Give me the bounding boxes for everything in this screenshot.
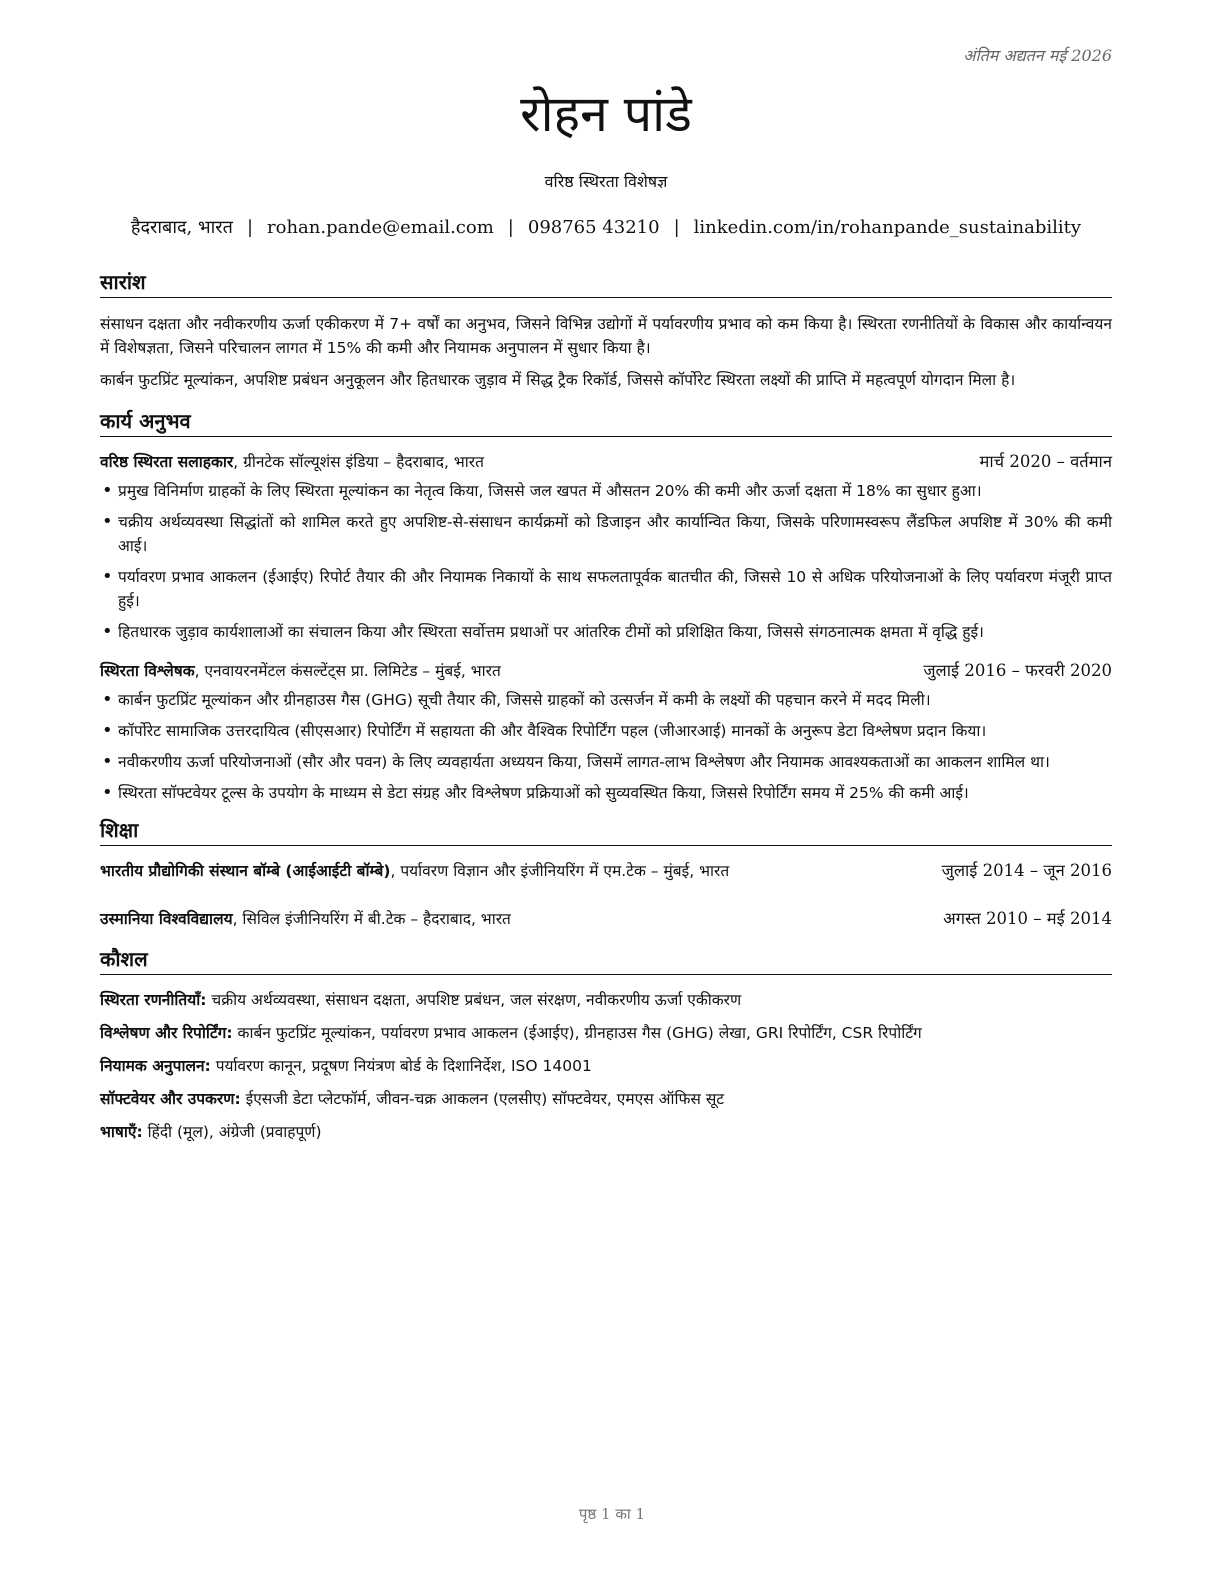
skill-label: सॉफ्टवेयर और उपकरण: bbox=[100, 1090, 241, 1108]
education-detail: , पर्यावरण विज्ञान और इंजीनियरिंग में एम.टेक – मुंबई, भारत bbox=[390, 862, 730, 880]
skills-section bbox=[100, 944, 1112, 1145]
job-role: वरिष्ठ स्थिरता सलाहकार bbox=[100, 453, 234, 471]
education-entry bbox=[100, 858, 1112, 884]
education-detail: , सिविल इंजीनियरिंग में बी.टेक – हैदराबाद, भारत bbox=[232, 910, 511, 928]
contact-line bbox=[100, 215, 1112, 241]
contact-separator: | bbox=[246, 217, 254, 238]
section-heading-experience: कार्य अनुभव bbox=[100, 406, 1112, 437]
job-dates: मार्च 2020 – वर्तमान bbox=[979, 452, 1112, 471]
job-header bbox=[100, 658, 1112, 684]
section-heading-skills: कौशल bbox=[100, 944, 1112, 975]
bullet-item: • प्रमुख विनिर्माण ग्राहकों के लिए स्थिरता मूल्यांकन का नेतृत्व किया, जिससे जल खपत में औसतन 20% की कमी और ऊर्जा दक्षता में 18% का सुधार हुआ। bbox=[100, 479, 1112, 503]
skill-value: कार्बन फुटप्रिंट मूल्यांकन, पर्यावरण प्रभाव आकलन (ईआईए), ग्रीनहाउस गैस (GHG) लेखा, GRI रिपोर्टिंग, CSR रिपोर्टिंग bbox=[232, 1024, 922, 1042]
bullet-item: • पर्यावरण प्रभाव आकलन (ईआईए) रिपोर्ट तैयार की और नियामक निकायों के साथ सफलतापूर्वक बातचीत की, जिससे 10 से अधिक परियोजनाओं के लिए पर्यावरण मंजूरी प्राप्त हुई। bbox=[100, 565, 1112, 613]
bullet-item: • कार्बन फुटप्रिंट मूल्यांकन और ग्रीनहाउस गैस (GHG) सूची तैयार की, जिससे ग्राहकों को उत्सर्जन में कमी के लक्ष्यों की पहचान करने में मदद मिली। bbox=[100, 688, 1112, 712]
contact-phone: 098765 43210 bbox=[527, 217, 660, 238]
candidate-name: रोहन पांडे bbox=[520, 85, 692, 143]
bullet-item: • नवीकरणीय ऊर्जा परियोजनाओं (सौर और पवन) के लिए व्यवहार्यता अध्ययन किया, जिसमें लागत-लाभ विश्लेषण और नियामक आवश्यकताओं का आकलन शामिल था। bbox=[100, 750, 1112, 774]
job-entry bbox=[100, 658, 1112, 805]
skill-value: चक्रीय अर्थव्यवस्था, संसाधन दक्षता, अपशिष्ट प्रबंधन, जल संरक्षण, नवीकरणीय ऊर्जा एकीकरण bbox=[206, 991, 742, 1009]
skill-value: ईएसजी डेटा प्लेटफॉर्म, जीवन-चक्र आकलन (एलसीए) सॉफ्टवेयर, एमएस ऑफिस सूट bbox=[240, 1090, 725, 1108]
section-heading-education: शिक्षा bbox=[100, 815, 1112, 846]
education-dates: जुलाई 2014 – जून 2016 bbox=[941, 861, 1112, 880]
page-indicator: पृष्ठ 1 का 1 bbox=[578, 1505, 646, 1523]
job-header bbox=[100, 449, 1112, 475]
experience-section bbox=[100, 406, 1112, 805]
contact-separator: | bbox=[673, 217, 680, 238]
job-dates: जुलाई 2016 – फरवरी 2020 bbox=[923, 661, 1112, 680]
education-institution: भारतीय प्रौद्योगिकी संस्थान बॉम्बे (आईआईटी बॉम्बे) bbox=[100, 862, 391, 880]
skill-label: भाषाएँ: bbox=[100, 1123, 143, 1141]
job-role: स्थिरता विश्लेषक bbox=[100, 662, 195, 680]
skill-row bbox=[100, 1119, 1112, 1145]
job-entry bbox=[100, 449, 1112, 644]
bullet-item: • कॉर्पोरेट सामाजिक उत्तरदायित्व (सीएसआर) रिपोर्टिंग में सहायता की और वैश्विक रिपोर्टिंग पहल (जीआरआई) मानकों के अनुरूप डेटा विश्लेषण प्रदान किया। bbox=[100, 719, 1112, 743]
job-bullets bbox=[100, 479, 1112, 644]
summary-paragraph: कार्बन फुटप्रिंट मूल्यांकन, अपशिष्ट प्रबंधन अनुकूलन और हितधारक जुड़ाव में सिद्ध ट्रैक रिकॉर्ड, जिससे कॉर्पोरेट स्थिरता लक्ष्यों की प्राप्ति में महत्वपूर्ण योगदान मिला है। bbox=[100, 371, 1016, 389]
skill-label: स्थिरता रणनीतियाँ: bbox=[100, 991, 207, 1009]
last-updated: अंतिम अद्यतन मई 2026 bbox=[963, 46, 1112, 65]
skill-row bbox=[100, 1086, 1112, 1112]
contact-separator: | bbox=[507, 217, 514, 238]
education-section bbox=[100, 815, 1112, 932]
bullet-item: • हितधारक जुड़ाव कार्यशालाओं का संचालन किया और स्थिरता सर्वोत्तम प्रथाओं पर आंतरिक टीमों को प्रशिक्षित किया, जिससे संगठनात्मक क्षमता में वृद्धि हुई। bbox=[100, 620, 1112, 644]
skill-row bbox=[100, 1053, 1112, 1079]
job-org: , एनवायरनमेंटल कंसल्टेंट्स प्रा. लिमिटेड – मुंबई, भारत bbox=[194, 662, 501, 680]
contact-linkedin[interactable]: linkedin.com/in/rohanpande_sustainability bbox=[693, 217, 1082, 238]
bullet-item: • स्थिरता सॉफ्टवेयर टूल्स के उपयोग के माध्यम से डेटा संग्रह और विश्लेषण प्रक्रियाओं को सुव्यवस्थित किया, जिससे रिपोर्टिंग समय में 25% की कमी आई। bbox=[100, 781, 1112, 805]
job-bullets bbox=[100, 688, 1112, 805]
summary-paragraph: संसाधन दक्षता और नवीकरणीय ऊर्जा एकीकरण में 7+ वर्षों का अनुभव, जिसने विभिन्न उद्योगों में पर्यावरणीय प्रभाव को कम किया है। स्थिरता रणनीतियों के विकास और कार्यान्वयन में विशेषज्ञता, जिसने परिचालन लागत में 15% की कमी और नियामक अनुपालन में सुधार किया है। bbox=[100, 315, 1112, 357]
contact-location: हैदराबाद, भारत bbox=[130, 217, 233, 238]
skill-value: हिंदी (मूल), अंग्रेजी (प्रवाहपूर्ण) bbox=[142, 1123, 322, 1141]
education-entry bbox=[100, 906, 1112, 932]
bullet-item: • चक्रीय अर्थव्यवस्था सिद्धांतों को शामिल करते हुए अपशिष्ट-से-संसाधन कार्यक्रमों को डिजाइन और कार्यान्वित किया, जिसके परिणामस्वरूप लैंडफिल अपशिष्ट में 30% की कमी आई। bbox=[100, 510, 1112, 558]
section-heading-summary: सारांश bbox=[100, 267, 1112, 298]
job-org: , ग्रीनटेक सॉल्यूशंस इंडिया – हैदराबाद, भारत bbox=[233, 453, 484, 471]
contact-email[interactable]: rohan.pande@email.com bbox=[267, 217, 494, 238]
education-institution: उस्मानिया विश्वविद्यालय bbox=[100, 910, 233, 928]
skill-label: विश्लेषण और रिपोर्टिंग: bbox=[100, 1024, 233, 1042]
education-dates: अगस्त 2010 – मई 2014 bbox=[943, 909, 1112, 928]
summary-section bbox=[100, 267, 1112, 392]
skill-row bbox=[100, 1020, 1112, 1046]
skill-row bbox=[100, 987, 1112, 1013]
skill-value: पर्यावरण कानून, प्रदूषण नियंत्रण बोर्ड के दिशानिर्देश, ISO 14001 bbox=[210, 1057, 592, 1075]
skill-label: नियामक अनुपालन: bbox=[100, 1057, 211, 1075]
candidate-title: वरिष्ठ स्थिरता विशेषज्ञ bbox=[544, 172, 668, 191]
